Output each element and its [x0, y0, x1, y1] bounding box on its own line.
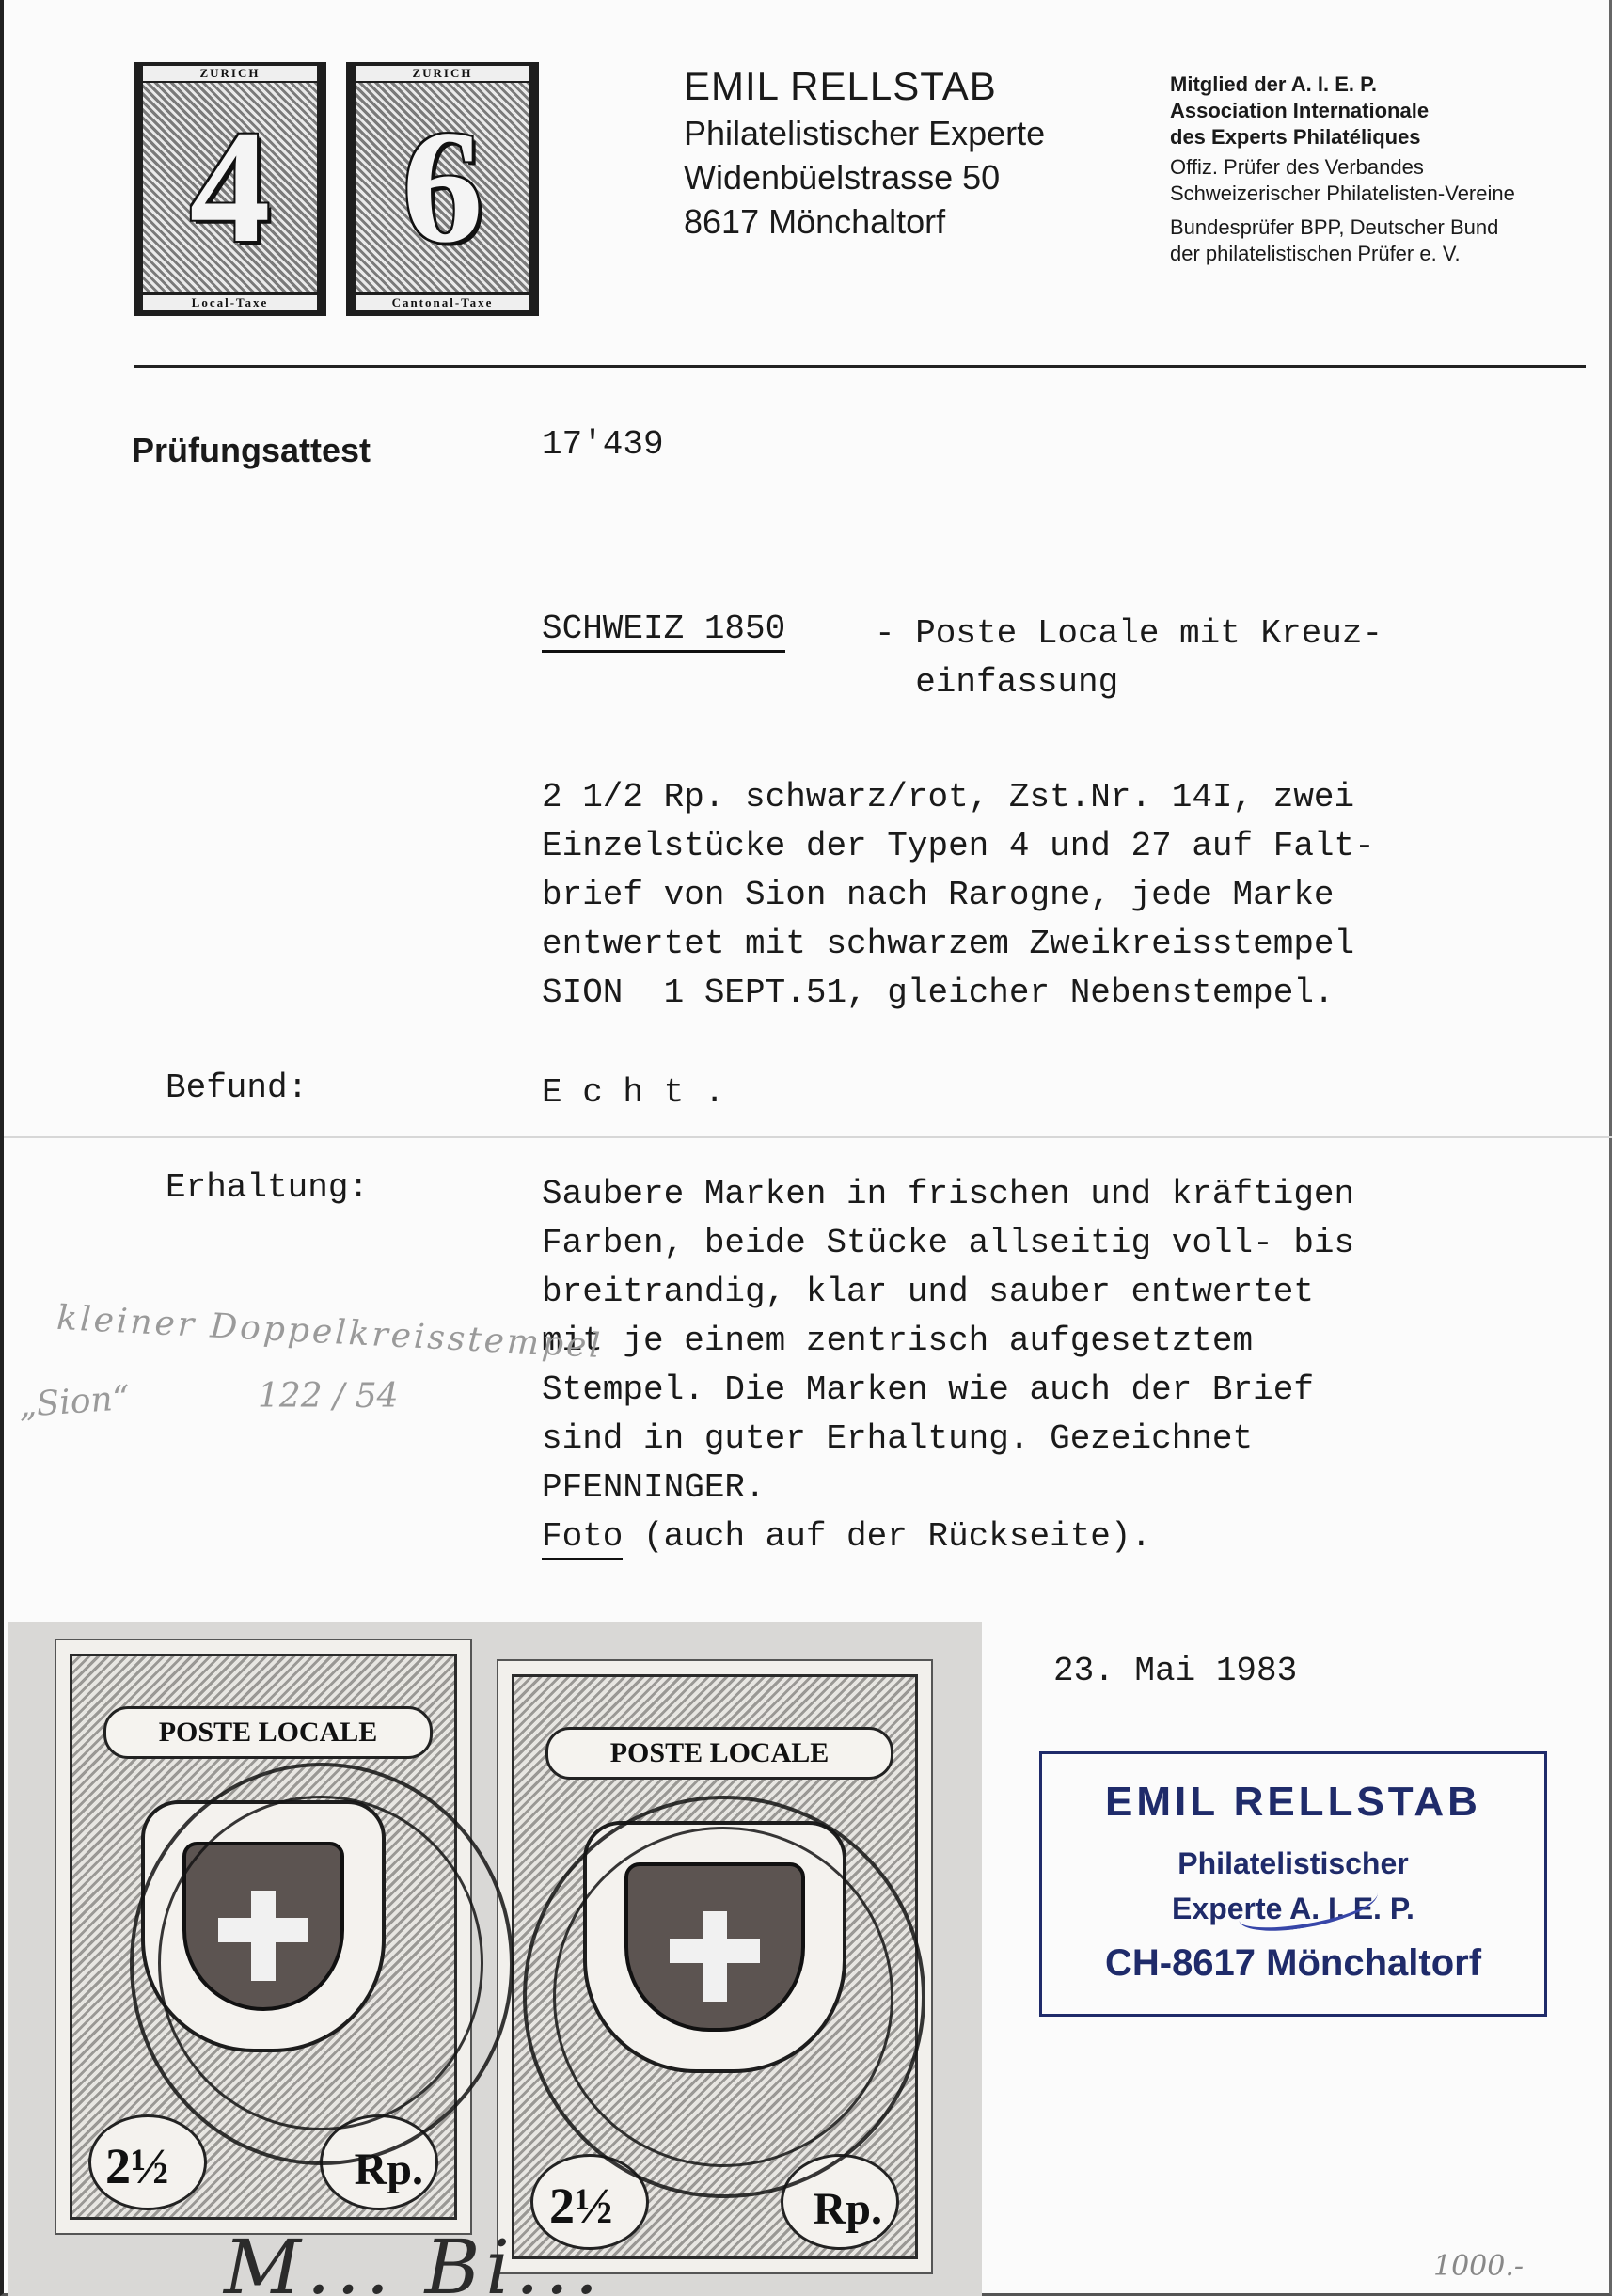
stamp-value: 2½ [549, 2177, 613, 2234]
stamp-currency: Rp. [813, 2184, 882, 2234]
handstamp-city: CH-8617 Mönchaltorf [1104, 1942, 1482, 1984]
stamp-value: 2½ [105, 2138, 169, 2194]
expert-handstamp [1039, 1751, 1547, 2017]
membership-line: Association Internationale [1170, 99, 1430, 122]
handwritten-address: M... Bi... [224, 2224, 605, 2296]
membership-line: Schweizerischer Philatelisten-Vereine [1170, 182, 1515, 205]
erhaltung-label: Erhaltung: [166, 1168, 370, 1207]
membership-line: Mitglied der A. I. E. P. [1170, 72, 1378, 96]
logo-stamp-digit: 6 [402, 98, 483, 277]
expert-city: 8617 Mönchaltorf [684, 202, 946, 241]
membership-block [1170, 71, 1515, 267]
expert-name: EMIL RELLSTAB [684, 64, 997, 108]
postmark-ring [553, 1827, 893, 2167]
stamp-banner-text: POSTE LOCALE [103, 1706, 433, 1759]
certificate-title: Prüfungsattest [132, 431, 371, 469]
fold-line [4, 1136, 1612, 1138]
membership-line: der philatelistischen Prüfer e. V. [1170, 242, 1461, 265]
befund-label: Befund: [166, 1069, 308, 1107]
pencil-price: 1000.- [1433, 2250, 1525, 2283]
subject-country-text: SCHWEIZ 1850 [542, 610, 785, 653]
certificate-date: 23. Mai 1983 [1053, 1652, 1298, 1690]
logo-stamp-6 [346, 62, 539, 316]
erhaltung-text: Saubere Marken in frischen und kräftigen Farben, beide Stücke allseitig voll- bis breitrandig, klar und sauber entwertet mit je einem zentrisch aufgesetztem Stempel. Die Marken wie auch der Brief sind in guter Erhaltung. Gezeichnet PFENNINGER. [542, 1175, 1355, 1507]
logo-stamp-top-text: ZURICH [143, 66, 317, 81]
logo-stamp-bottom-text: Local-Taxe [143, 295, 317, 310]
membership-line: des Experts Philatéliques [1170, 125, 1421, 149]
subject-description: - Poste Locale mit Kreuz- einfassung [875, 614, 1383, 702]
foto-word: Foto [542, 1517, 623, 1560]
logo-stamp-4 [134, 62, 326, 316]
expert-title: Philatelistischer Experte [684, 114, 1046, 152]
pencil-note: kleiner Doppelkreisstempel [55, 1298, 604, 1367]
foto-line [542, 1512, 1151, 1561]
pencil-note: 122 / 54 [258, 1377, 399, 1416]
stamp-banner-text: POSTE LOCALE [545, 1727, 893, 1780]
logo-stamp-digit: 4 [189, 98, 271, 277]
stamp-photo [8, 1622, 982, 2296]
subject-country [542, 610, 785, 648]
handstamp-line: Philatelistischer [1177, 1846, 1409, 1880]
membership-line: Offiz. Prüfer des Verbandes [1170, 155, 1424, 179]
foto-rest: (auch auf der Rückseite). [623, 1517, 1152, 1556]
logo-stamp-top-text: ZURICH [356, 66, 529, 81]
certificate-number: 17'439 [542, 425, 664, 464]
item-description: 2 1/2 Rp. schwarz/rot, Zst.Nr. 14I, zwei Einzelstücke der Typen 4 und 27 auf Falt- brief von Sion nach Rarogne, jede Marke entwertet mit schwarzem Zweikreisstempel SION 1 SEPT.51, gleicher Nebenstempel. [542, 778, 1375, 1012]
handstamp-line: Experte A. I. E. P. [1172, 1892, 1414, 1925]
handstamp-name: EMIL RELLSTAB [1105, 1779, 1481, 1825]
membership-line: Bundesprüfer BPP, Deutscher Bund [1170, 215, 1499, 239]
befund-value: E c h t . [542, 1073, 725, 1112]
expert-header [684, 62, 1045, 244]
logo-stamp-bottom-text: Cantonal-Taxe [356, 295, 529, 310]
stamp-currency: Rp. [354, 2145, 423, 2194]
pencil-note: „Sion“ [17, 1378, 132, 1426]
expert-street: Widenbüelstrasse 50 [684, 158, 1001, 197]
header-divider [134, 365, 1586, 368]
signature [1236, 1876, 1382, 1937]
postmark-ring [158, 1796, 483, 2130]
